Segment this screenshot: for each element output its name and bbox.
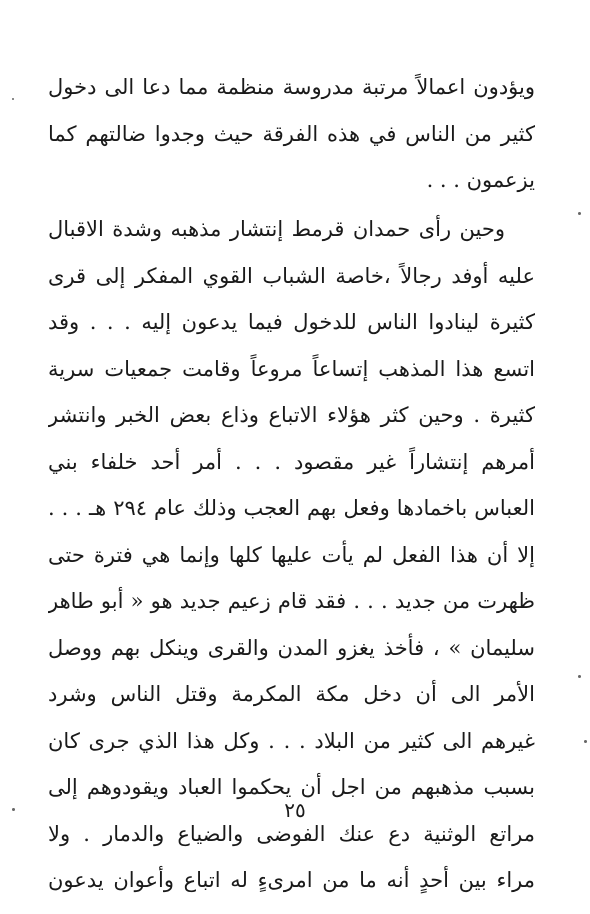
text-line: غيرهم الى كثير من البلاد . . . وكل هذا الذي جرى كان — [48, 728, 535, 753]
page-number: ٢٥ — [284, 798, 306, 822]
text-line: إلا أن هذا الفعل لم يأت عليها كلها وإنما هي فترة حتى — [48, 542, 535, 567]
text-line: مراء بين أحدٍ أنه ما من امرىءٍ له اتباع وأعوان يدعون — [48, 868, 535, 892]
text-line: مراتع الوثنية دع عنك الفوضى والضياع والدمار . ولا — [48, 821, 535, 846]
text-line: كثيرة لينادوا الناس للدخول فيما يدعون إليه . . . وقد — [48, 310, 535, 334]
scan-speck — [578, 212, 581, 215]
scan-speck — [578, 675, 581, 678]
text-line: عليه أوفد رجالاً ،خاصة الشباب القوي المفكر إلى قرى — [48, 263, 535, 288]
text-line: كثير من الناس في هذه الفرقة حيث وجدوا ضالتهم كما — [48, 121, 535, 146]
text-line: بسبب مذهبهم من اجل أن يحكموا العباد ويقودوهم إلى — [48, 775, 535, 799]
paragraph-1 — [48, 64, 535, 204]
text-line: أمرهم إنتشاراً غير مقصود . . . أمر أحد خلفاء بني — [48, 449, 535, 474]
text-line: الأمر الى أن دخل مكة المكرمة وقتل الناس وشرد — [48, 682, 535, 706]
text-line: اتسع هذا المذهب إتساعاً مروعاً وقامت جمعيات سرية — [48, 356, 535, 381]
scan-speck — [584, 740, 587, 743]
text-line: ويؤدون اعمالاً مرتبة مدروسة منظمة مما دعا الى دخول — [48, 75, 535, 99]
text-line: سليمان » ، فأخذ يغزو المدن والقرى وينكل بهم ووصل — [48, 635, 535, 660]
scan-speck — [12, 808, 15, 811]
text-line: يزعمون . . . — [426, 168, 535, 192]
text-line: كثيرة . وحين كثر هؤلاء الاتباع وذاع بعض الخبر وانتشر — [48, 403, 535, 427]
text-line: ظهرت من جديد . . . فقد قام زعيم جديد هو « أبو طاهر — [48, 589, 535, 613]
text-line: وحين رأى حمدان قرمط إنتشار مذهبه وشدة الاقبال — [48, 217, 505, 241]
text-line: العباس باخمادها وفعل بهم العجب وذلك عام ٢٩٤ هـ . . . — [48, 496, 535, 520]
scan-speck — [12, 98, 14, 100]
